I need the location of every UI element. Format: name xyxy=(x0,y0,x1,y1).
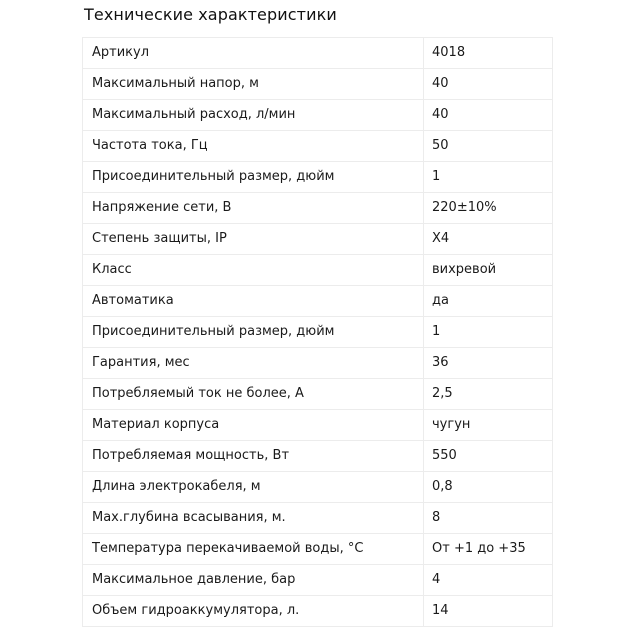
section-title: Технические характеристики xyxy=(84,5,337,24)
table-row xyxy=(83,317,553,348)
spec-value: 220±10% xyxy=(424,193,553,224)
spec-label: Артикул xyxy=(83,38,424,69)
table-row xyxy=(83,193,553,224)
spec-label: Максимальное давление, бар xyxy=(83,565,424,596)
spec-value: 40 xyxy=(424,69,553,100)
spec-label: Автоматика xyxy=(83,286,424,317)
table-row xyxy=(83,69,553,100)
spec-label: Гарантия, мес xyxy=(83,348,424,379)
table-row xyxy=(83,286,553,317)
table-row xyxy=(83,565,553,596)
spec-label: Max.глубина всасывания, м. xyxy=(83,503,424,534)
spec-value: 14 xyxy=(424,596,553,627)
spec-value: От +1 до +35 xyxy=(424,534,553,565)
table-row xyxy=(83,410,553,441)
spec-value: 0,8 xyxy=(424,472,553,503)
specifications-table-body xyxy=(83,38,553,627)
spec-value: 36 xyxy=(424,348,553,379)
spec-value: 40 xyxy=(424,100,553,131)
table-row xyxy=(83,534,553,565)
spec-label: Материал корпуса xyxy=(83,410,424,441)
specifications-table xyxy=(82,37,553,627)
spec-value: 1 xyxy=(424,162,553,193)
spec-label: Присоединительный размер, дюйм xyxy=(83,162,424,193)
spec-value: 4018 xyxy=(424,38,553,69)
spec-label: Класс xyxy=(83,255,424,286)
table-row xyxy=(83,38,553,69)
spec-label: Частота тока, Гц xyxy=(83,131,424,162)
table-row xyxy=(83,348,553,379)
spec-label: Максимальный расход, л/мин xyxy=(83,100,424,131)
table-row xyxy=(83,255,553,286)
spec-label: Температура перекачиваемой воды, °С xyxy=(83,534,424,565)
table-row xyxy=(83,441,553,472)
spec-label: Потребляемый ток не более, А xyxy=(83,379,424,410)
spec-value: X4 xyxy=(424,224,553,255)
table-row xyxy=(83,131,553,162)
spec-value: 2,5 xyxy=(424,379,553,410)
table-row xyxy=(83,472,553,503)
spec-value: чугун xyxy=(424,410,553,441)
spec-label: Напряжение сети, В xyxy=(83,193,424,224)
table-row xyxy=(83,596,553,627)
spec-value: 50 xyxy=(424,131,553,162)
table-row xyxy=(83,100,553,131)
spec-value: 1 xyxy=(424,317,553,348)
spec-label: Максимальный напор, м xyxy=(83,69,424,100)
table-row xyxy=(83,224,553,255)
spec-label: Степень защиты, IP xyxy=(83,224,424,255)
spec-label: Длина электрокабеля, м xyxy=(83,472,424,503)
spec-label: Объем гидроаккумулятора, л. xyxy=(83,596,424,627)
spec-value: 550 xyxy=(424,441,553,472)
spec-value: 4 xyxy=(424,565,553,596)
spec-value: вихревой xyxy=(424,255,553,286)
table-row xyxy=(83,503,553,534)
table-row xyxy=(83,379,553,410)
spec-value: да xyxy=(424,286,553,317)
spec-label: Присоединительный размер, дюйм xyxy=(83,317,424,348)
spec-value: 8 xyxy=(424,503,553,534)
table-row xyxy=(83,162,553,193)
spec-label: Потребляемая мощность, Вт xyxy=(83,441,424,472)
